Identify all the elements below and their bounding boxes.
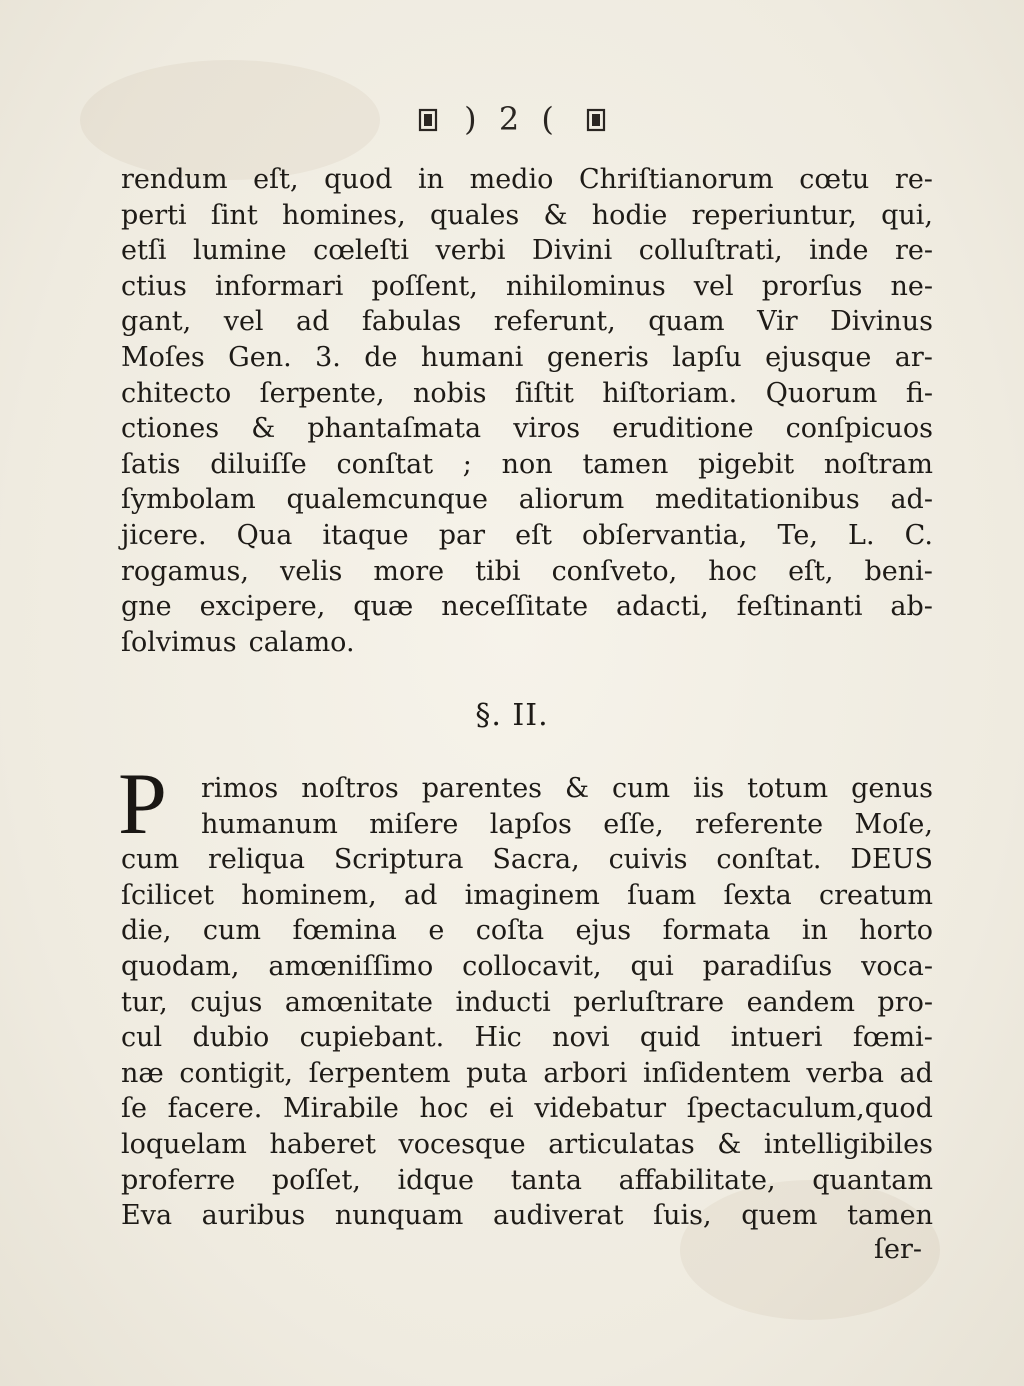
word: haberet bbox=[269, 1128, 376, 1160]
word: Eva bbox=[121, 1200, 173, 1232]
text-line bbox=[121, 842, 933, 878]
word: non bbox=[501, 448, 553, 480]
word: ei bbox=[489, 1093, 514, 1125]
word: viros bbox=[513, 413, 581, 445]
word: nunquam bbox=[334, 1200, 464, 1232]
word: Moſes bbox=[121, 341, 205, 373]
word: eandem bbox=[746, 986, 855, 1018]
word: Divini bbox=[532, 235, 613, 267]
text-line bbox=[121, 1127, 933, 1163]
word: amœniſſimo bbox=[268, 950, 434, 982]
text-line bbox=[121, 985, 933, 1021]
word: hiſtoriam. bbox=[602, 377, 738, 409]
word: tibi bbox=[475, 555, 521, 587]
word: ſolvimus bbox=[121, 626, 237, 658]
word: puta bbox=[466, 1057, 528, 1089]
word: gne bbox=[121, 591, 172, 623]
word: Chriſtianorum bbox=[578, 164, 774, 195]
word: cuivis bbox=[608, 844, 688, 876]
paragraph-1 bbox=[121, 162, 933, 660]
word: humanum bbox=[201, 808, 338, 840]
text-line bbox=[121, 269, 933, 305]
word: videbatur bbox=[534, 1093, 667, 1125]
word: nihilominus bbox=[505, 270, 666, 302]
word: contigit, bbox=[179, 1057, 293, 1089]
word: generis bbox=[546, 341, 649, 373]
word: amœnitate bbox=[284, 986, 434, 1018]
text-line bbox=[121, 518, 933, 554]
word: ab- bbox=[890, 591, 933, 623]
word: conſtat. bbox=[716, 844, 822, 876]
word: cœleſti bbox=[313, 235, 409, 267]
word: reliqua bbox=[208, 844, 305, 876]
text-line bbox=[121, 482, 933, 518]
word: eſt, bbox=[788, 555, 834, 587]
word: feſtinanti bbox=[736, 591, 863, 623]
word: quantam bbox=[812, 1164, 933, 1196]
word: conſveto, bbox=[551, 555, 678, 587]
word: audiverat bbox=[493, 1200, 624, 1232]
word: fabulas bbox=[361, 306, 462, 338]
word: meditationibus bbox=[654, 484, 860, 516]
word: hodie bbox=[591, 199, 668, 231]
word: quid bbox=[639, 1022, 701, 1054]
word: e bbox=[428, 915, 445, 947]
word: inducti bbox=[455, 986, 551, 1018]
word: die, bbox=[121, 915, 172, 947]
word: ſexta bbox=[723, 879, 792, 911]
word: de bbox=[364, 341, 398, 373]
word: novi bbox=[552, 1022, 610, 1054]
text-line bbox=[121, 771, 933, 807]
word: tamen bbox=[582, 448, 669, 480]
word: referunt, bbox=[493, 306, 616, 338]
word: collocavit, bbox=[462, 950, 602, 982]
text-line bbox=[121, 411, 933, 447]
word: jicere. bbox=[121, 519, 207, 551]
word: par bbox=[438, 519, 486, 551]
text-line bbox=[121, 198, 933, 234]
word: beni- bbox=[864, 555, 933, 587]
text-line bbox=[121, 878, 933, 914]
word: medio bbox=[469, 164, 554, 195]
word: ne- bbox=[890, 270, 933, 302]
text-line bbox=[121, 807, 933, 843]
word: imaginem bbox=[464, 879, 600, 911]
word: coſta bbox=[475, 915, 545, 947]
word: horto bbox=[859, 915, 933, 947]
word: eſt bbox=[515, 519, 552, 551]
word: referente bbox=[695, 808, 824, 840]
word: cum bbox=[202, 915, 262, 947]
word: itaque bbox=[322, 519, 409, 551]
word: vel bbox=[223, 306, 264, 338]
word: Moſe, bbox=[854, 808, 933, 840]
word: Vir bbox=[757, 306, 798, 338]
word: tanta bbox=[510, 1164, 582, 1196]
word: noſtros bbox=[301, 773, 399, 804]
word: 3. bbox=[315, 341, 341, 373]
word: conſpicuos bbox=[785, 413, 933, 445]
word: noſtram bbox=[823, 448, 933, 480]
word: velis bbox=[280, 555, 343, 587]
word: lumine bbox=[192, 235, 287, 267]
word: adacti, bbox=[616, 591, 709, 623]
word: ſerpente, bbox=[259, 377, 385, 409]
word: quem bbox=[741, 1200, 818, 1232]
word: conſtat bbox=[336, 448, 434, 480]
text-line bbox=[121, 554, 933, 590]
word: re- bbox=[894, 164, 933, 195]
word: lapſos bbox=[489, 808, 572, 840]
text-line bbox=[121, 447, 933, 483]
word: C. bbox=[904, 519, 933, 551]
text-line bbox=[121, 340, 933, 376]
word: intueri bbox=[730, 1022, 823, 1054]
word: ad bbox=[899, 1057, 933, 1089]
word: parentes bbox=[421, 773, 543, 804]
word: proferre bbox=[121, 1164, 236, 1196]
word: inde bbox=[809, 235, 869, 267]
word: DEUS bbox=[850, 844, 933, 876]
word: nobis bbox=[413, 377, 487, 409]
word: ejus bbox=[575, 915, 632, 947]
word: auribus bbox=[201, 1200, 306, 1232]
word: poſſent, bbox=[371, 270, 478, 302]
word: eſt, bbox=[253, 164, 299, 195]
word: phantaſmata bbox=[307, 413, 482, 445]
word: vel bbox=[693, 270, 734, 302]
word: eſſe, bbox=[603, 808, 664, 840]
word: dubio bbox=[192, 1022, 270, 1054]
word: cum bbox=[121, 844, 180, 876]
word: hoc bbox=[708, 555, 758, 587]
word: inſidentem bbox=[643, 1057, 791, 1089]
word: & bbox=[251, 413, 276, 445]
word: etſi bbox=[121, 235, 167, 267]
word: ſuis, bbox=[653, 1200, 712, 1232]
word: ſatis bbox=[121, 448, 181, 480]
word: iis bbox=[693, 773, 725, 804]
word: fi- bbox=[905, 377, 933, 409]
word: Te, bbox=[777, 519, 818, 551]
word: tamen bbox=[847, 1200, 933, 1232]
word: vocesque bbox=[398, 1128, 526, 1160]
word: voca- bbox=[861, 950, 933, 982]
word: cujus bbox=[190, 986, 263, 1018]
text-line bbox=[121, 589, 933, 625]
text-line bbox=[121, 162, 933, 198]
word: ſymbolam bbox=[121, 484, 256, 516]
word: excipere, bbox=[199, 591, 326, 623]
section-heading: §. II. bbox=[475, 698, 549, 733]
word: qualemcunque bbox=[286, 484, 488, 516]
word: calamo. bbox=[248, 626, 355, 658]
text-line bbox=[121, 949, 933, 985]
word: cul bbox=[121, 1022, 163, 1054]
word: L. bbox=[848, 519, 875, 551]
page-header bbox=[0, 100, 1024, 138]
text-line bbox=[121, 376, 933, 412]
word: quodam, bbox=[121, 950, 240, 982]
word: rogamus, bbox=[121, 555, 249, 587]
catchword: ſer- bbox=[874, 1234, 923, 1265]
text-line bbox=[121, 1198, 933, 1234]
text-line bbox=[121, 1056, 933, 1092]
word: quod bbox=[324, 164, 393, 195]
word: fœmi- bbox=[852, 1022, 933, 1054]
word: rimos bbox=[201, 773, 279, 804]
word: qui, bbox=[881, 199, 933, 231]
word: qui bbox=[630, 950, 674, 982]
word: ſuam bbox=[627, 879, 697, 911]
word: perluſtrare bbox=[573, 986, 725, 1018]
word: ar- bbox=[894, 341, 933, 373]
ornament-left-icon bbox=[418, 107, 438, 133]
word: verbi bbox=[435, 235, 506, 267]
word: neceſſitate bbox=[441, 591, 589, 623]
word: loquelam bbox=[121, 1128, 247, 1160]
word: Divinus bbox=[830, 306, 933, 338]
word: obſervantia, bbox=[582, 519, 748, 551]
word: paradiſus bbox=[702, 950, 833, 982]
word: ſint bbox=[210, 199, 258, 231]
word: re- bbox=[894, 235, 933, 267]
ornament-right-icon bbox=[586, 107, 606, 133]
word: Scriptura bbox=[333, 844, 464, 876]
word: quam bbox=[648, 306, 725, 338]
text-line bbox=[121, 1163, 933, 1199]
word: articulatas bbox=[548, 1128, 695, 1160]
word: intelligibiles bbox=[763, 1128, 933, 1160]
word: quæ bbox=[353, 591, 414, 623]
word: & bbox=[717, 1128, 742, 1160]
word: quales bbox=[429, 199, 520, 231]
word: ſerpentem bbox=[308, 1057, 451, 1089]
word: lapſu bbox=[672, 341, 742, 373]
word: in bbox=[801, 915, 828, 947]
word: ad bbox=[403, 879, 438, 911]
word: & bbox=[564, 773, 590, 804]
word: homines, bbox=[282, 199, 406, 231]
paragraph-2 bbox=[121, 771, 933, 1234]
word: idque bbox=[397, 1164, 475, 1196]
word: cupiebant. bbox=[299, 1022, 445, 1054]
word: formata bbox=[662, 915, 771, 947]
word: ctius bbox=[121, 270, 187, 302]
word: rendum bbox=[121, 164, 228, 195]
word: in bbox=[417, 164, 444, 195]
drop-cap: P bbox=[118, 756, 167, 853]
word: ad- bbox=[890, 484, 933, 516]
word: humani bbox=[420, 341, 524, 373]
word: aliorum bbox=[518, 484, 625, 516]
word: & bbox=[543, 199, 568, 231]
word: pro- bbox=[877, 986, 933, 1018]
word: pigebit bbox=[698, 448, 795, 480]
word: ejusque bbox=[765, 341, 872, 373]
text-line bbox=[121, 913, 933, 949]
word: genus bbox=[851, 773, 933, 804]
word: hoc bbox=[419, 1093, 469, 1125]
word: verba bbox=[806, 1057, 884, 1089]
word: Qua bbox=[236, 519, 293, 551]
word: Hic bbox=[474, 1022, 522, 1054]
word: diluiſſe bbox=[210, 448, 307, 480]
word: totum bbox=[747, 773, 829, 804]
word: miſere bbox=[369, 808, 459, 840]
word: tur, bbox=[121, 986, 168, 1018]
word: Gen. bbox=[228, 341, 292, 373]
word: ctiones bbox=[121, 413, 220, 445]
text-line bbox=[121, 233, 933, 269]
word: eruditione bbox=[612, 413, 754, 445]
word: cœtu bbox=[799, 164, 870, 195]
text-line bbox=[121, 1020, 933, 1056]
word: perti bbox=[121, 199, 187, 231]
word: ad bbox=[296, 306, 330, 338]
text-line bbox=[121, 1091, 933, 1127]
word: reperiuntur, bbox=[691, 199, 857, 231]
word: ; bbox=[462, 448, 472, 480]
page-number: ) 2 ( bbox=[464, 100, 560, 138]
word: Quorum bbox=[765, 377, 878, 409]
word: ſpectaculum,quod bbox=[686, 1093, 933, 1125]
word: chitecto bbox=[121, 377, 232, 409]
word: ſe bbox=[121, 1093, 147, 1125]
word: gant, bbox=[121, 306, 192, 338]
word: ſiſtit bbox=[514, 377, 574, 409]
word: poſſet, bbox=[271, 1164, 361, 1196]
word: ſcilicet bbox=[121, 879, 214, 911]
word: cum bbox=[611, 773, 671, 804]
word: informari bbox=[214, 270, 344, 302]
word: more bbox=[373, 555, 445, 587]
word: creatum bbox=[818, 879, 933, 911]
text-line bbox=[121, 625, 933, 661]
text-line bbox=[121, 304, 933, 340]
word: Mirabile bbox=[283, 1093, 399, 1125]
word: fœmina bbox=[292, 915, 397, 947]
word: arbori bbox=[543, 1057, 628, 1089]
word: facere. bbox=[167, 1093, 263, 1125]
word: næ bbox=[121, 1057, 164, 1089]
word: colluſtrati, bbox=[638, 235, 783, 267]
word: affabilitate, bbox=[618, 1164, 776, 1196]
word: hominem, bbox=[241, 879, 377, 911]
word: prorſus bbox=[761, 270, 863, 302]
word: Sacra, bbox=[492, 844, 580, 876]
